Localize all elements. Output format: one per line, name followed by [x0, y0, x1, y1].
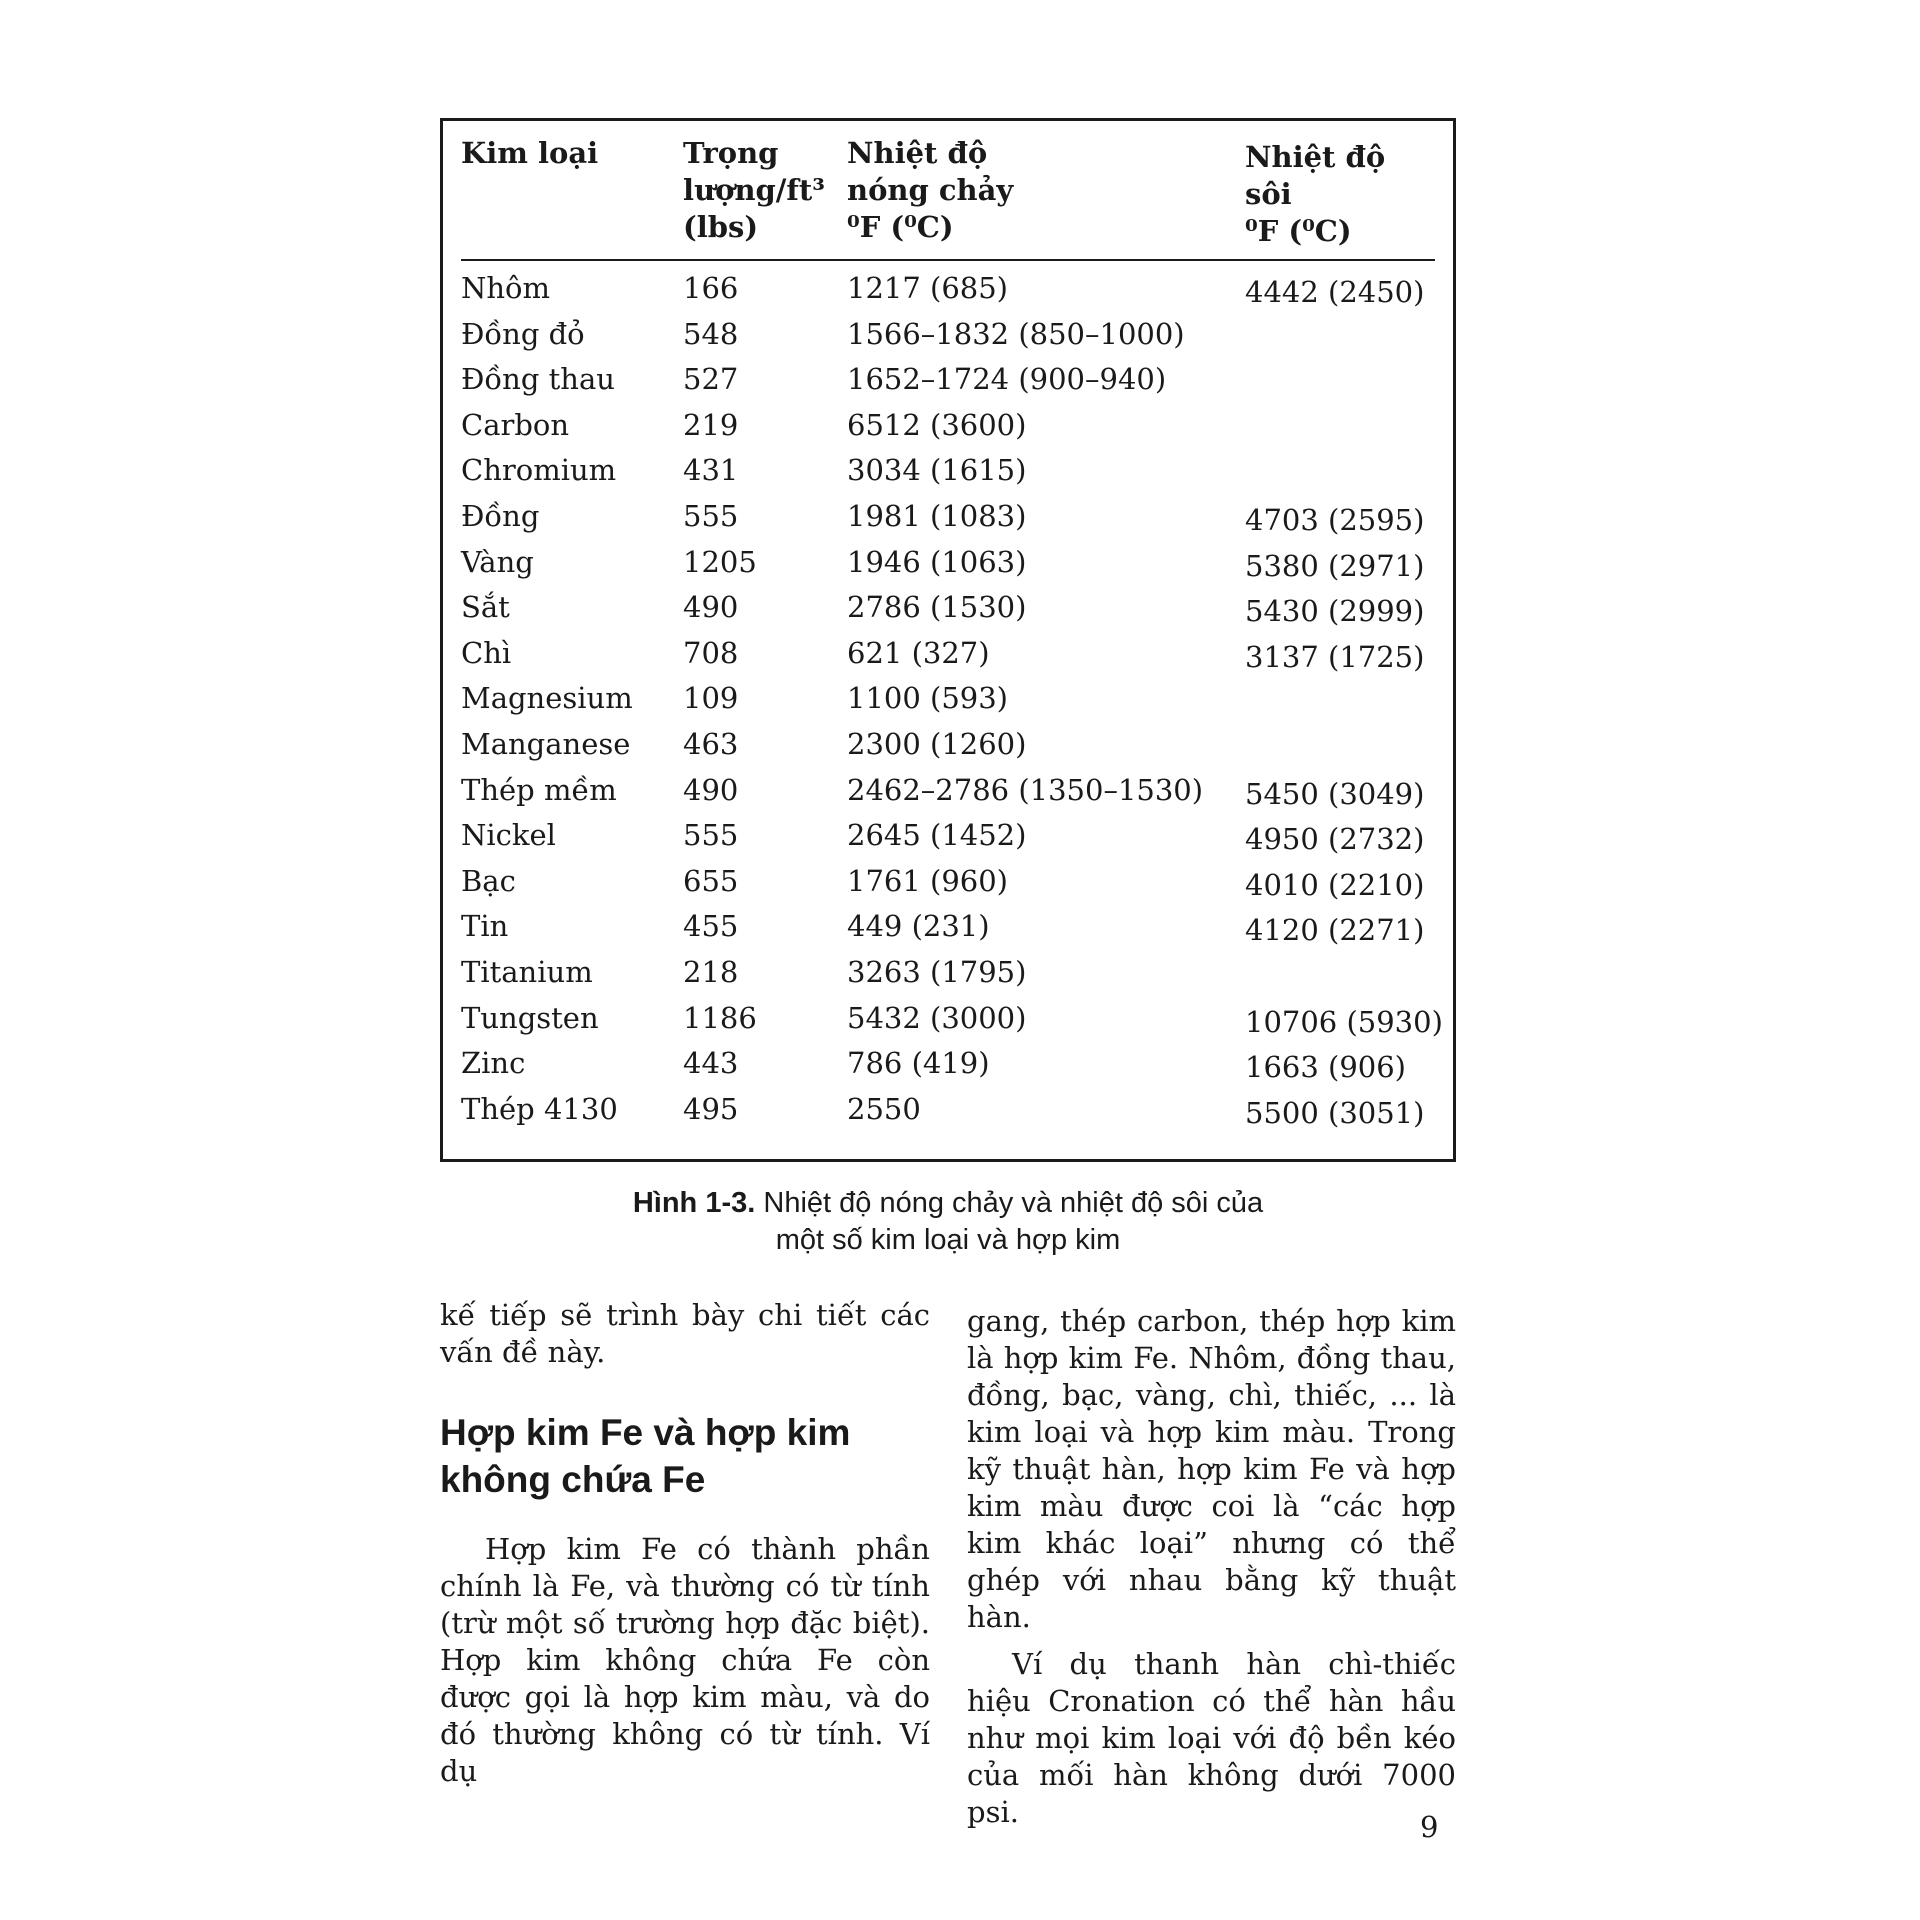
cell-weight: 1205: [683, 544, 757, 579]
cell-weight: 455: [683, 909, 739, 944]
cell-metal: Sắt: [461, 590, 510, 625]
cell-boiling: 10706 (5930): [1245, 1004, 1443, 1039]
cell-melting: 1652–1724 (900–940): [847, 362, 1167, 397]
right-column: [967, 1303, 1456, 1831]
cell-weight: 655: [683, 863, 739, 898]
cell-weight: 443: [683, 1046, 739, 1081]
cell-metal: Carbon: [461, 407, 570, 442]
cell-metal: Bạc: [461, 863, 516, 898]
caption-text: Nhiệt độ nóng chảy và nhiệt độ sôi của: [755, 1187, 1264, 1219]
cell-boiling: 1663 (906): [1245, 1050, 1407, 1085]
cell-melting: 3034 (1615): [847, 453, 1027, 488]
cell-melting: 2786 (1530): [847, 590, 1027, 625]
right-paragraph-1: gang, thép carbon, thép hợp kim là hợp kim Fe. Nhôm, đồng thau, đồng, bạc, vàng, chì, thiếc, ... là kim loại và hợp kim màu. Trong kỹ thuật hàn, hợp kim Fe và hợp kim màu được coi là “các hợp kim khác loại” nhưng có thể ghép với nhau bằng kỹ thuật hàn.: [967, 1304, 1456, 1634]
caption-label: Hình 1-3.: [632, 1187, 756, 1219]
cell-melting: 786 (419): [847, 1046, 990, 1081]
cell-boiling: 5450 (3049): [1245, 776, 1425, 811]
right-paragraph-2: Ví dụ thanh hàn chì-thiếc hiệu Cronation có thể hàn hầu như mọi kim loại với độ bền kéo của mối hàn không dưới 7000 psi.: [967, 1647, 1456, 1829]
left-paragraph-1: kế tiếp sẽ trình bày chi tiết các vấn đề này.: [440, 1298, 930, 1369]
cell-metal: Titanium: [461, 955, 593, 989]
cell-weight: 219: [683, 407, 739, 442]
cell-weight: 431: [683, 453, 739, 488]
figure-caption: [440, 1185, 1456, 1259]
left-paragraph-2: Hợp kim Fe có thành phần chính là Fe, và thường có từ tính (trừ một số trường hợp đặc biệt). Hợp kim không chứa Fe còn được gọi là hợp kim màu, và do đó thường không có từ tính. Ví dụ: [440, 1532, 930, 1788]
cell-metal: Vàng: [461, 544, 534, 579]
cell-weight: 218: [683, 955, 739, 989]
cell-metal: Thép 4130: [461, 1091, 618, 1126]
cell-weight: 495: [683, 1091, 739, 1126]
metal-properties-table: [440, 118, 1456, 1162]
header-boiling-point: Nhiệt độ sôi ⁰F (⁰C): [1245, 140, 1386, 248]
left-column: [440, 1297, 930, 1790]
cell-melting: 1217 (685): [847, 271, 1009, 305]
page-number: 9: [1420, 1810, 1439, 1844]
cell-metal: Đồng: [461, 499, 540, 533]
cell-boiling: 4703 (2595): [1245, 503, 1425, 537]
cell-boiling: 4442 (2450): [1245, 275, 1425, 309]
cell-boiling: 5430 (2999): [1245, 594, 1425, 629]
cell-melting: 1761 (960): [847, 863, 1009, 898]
cell-melting: 1981 (1083): [847, 499, 1027, 533]
header-weight: Trọng lượng/ft³ (lbs): [683, 136, 825, 244]
cell-boiling: 3137 (1725): [1245, 639, 1425, 674]
cell-metal: Đồng đỏ: [461, 316, 585, 351]
cell-weight: 490: [683, 772, 739, 807]
cell-weight: 555: [683, 499, 739, 533]
cell-boiling: 5380 (2971): [1245, 548, 1425, 583]
cell-melting: 2645 (1452): [847, 818, 1027, 853]
cell-weight: 490: [683, 590, 739, 625]
cell-boiling: 4010 (2210): [1245, 867, 1425, 902]
cell-weight: 109: [683, 681, 739, 716]
cell-weight: 708: [683, 635, 739, 670]
cell-metal: Nickel: [461, 818, 556, 853]
section-heading: Hợp kim Fe và hợp kim không chứa Fe: [440, 1412, 851, 1500]
cell-boiling: 4950 (2732): [1245, 822, 1425, 857]
caption-line-2: một số kim loại và hợp kim: [775, 1224, 1121, 1256]
cell-boiling: 4120 (2271): [1245, 913, 1425, 948]
cell-weight: 166: [683, 271, 739, 305]
cell-metal: Tungsten: [461, 1000, 599, 1035]
cell-melting: 2300 (1260): [847, 727, 1027, 761]
cell-melting: 449 (231): [847, 909, 990, 944]
cell-melting: 621 (327): [847, 635, 990, 670]
cell-metal: Chì: [461, 635, 512, 670]
cell-melting: 2462–2786 (1350–1530): [847, 772, 1204, 807]
cell-weight: 548: [683, 316, 739, 351]
cell-weight: 463: [683, 727, 739, 761]
cell-melting: 6512 (3600): [847, 407, 1027, 442]
cell-metal: Đồng thau: [461, 362, 615, 397]
header-metal: Kim loại: [461, 136, 599, 170]
cell-metal: Zinc: [461, 1046, 526, 1081]
cell-melting: 5432 (3000): [847, 1000, 1027, 1035]
cell-metal: Nhôm: [461, 271, 551, 305]
header-melting-point: Nhiệt độ nóng chảy ⁰F (⁰C): [847, 136, 1014, 244]
cell-metal: Manganese: [461, 727, 631, 761]
header-divider: [461, 259, 1435, 261]
cell-metal: Tin: [461, 909, 509, 944]
cell-boiling: 5500 (3051): [1245, 1095, 1425, 1130]
cell-metal: Chromium: [461, 453, 617, 488]
cell-weight: 1186: [683, 1000, 757, 1035]
cell-weight: 555: [683, 818, 739, 853]
cell-metal: Magnesium: [461, 681, 633, 716]
cell-melting: 2550: [847, 1091, 921, 1126]
cell-melting: 3263 (1795): [847, 955, 1027, 989]
cell-weight: 527: [683, 362, 739, 397]
cell-melting: 1566–1832 (850–1000): [847, 316, 1185, 351]
cell-metal: Thép mềm: [461, 772, 617, 807]
cell-melting: 1100 (593): [847, 681, 1009, 716]
cell-melting: 1946 (1063): [847, 544, 1027, 579]
